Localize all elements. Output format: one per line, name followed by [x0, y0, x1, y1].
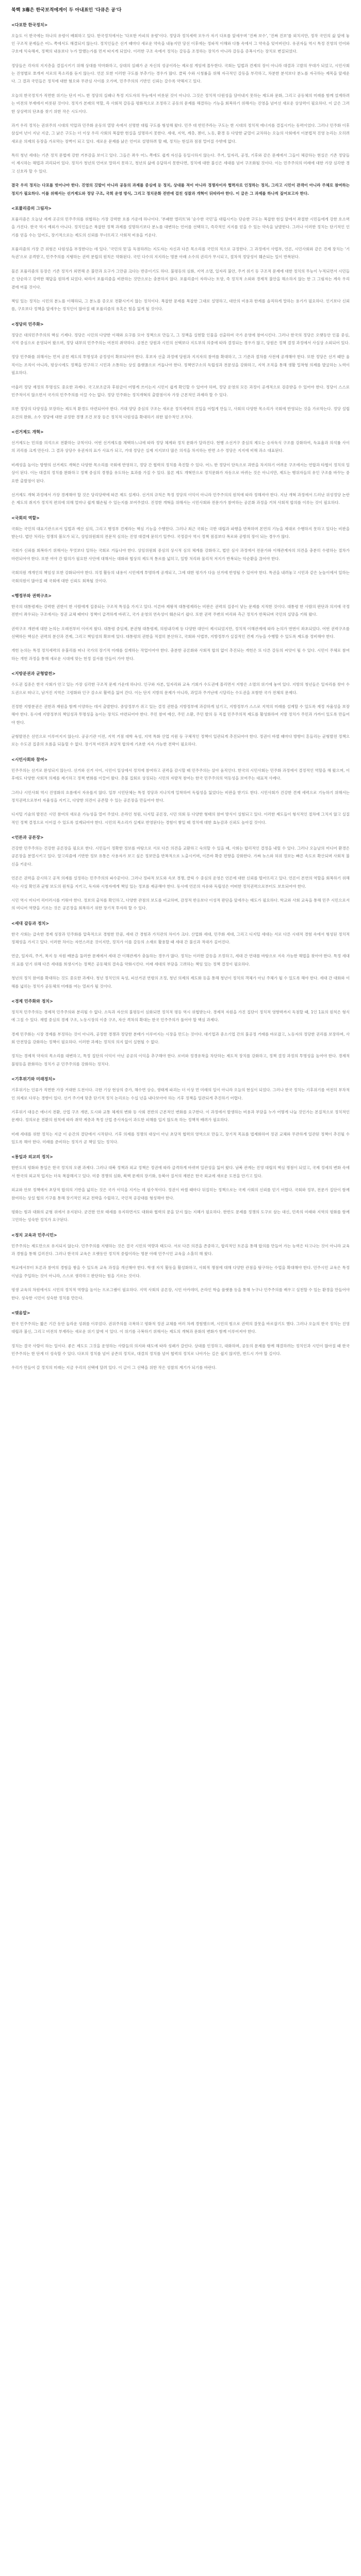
body-paragraph: 또한 정당의 다양성을 보장하는 제도적 환경도 마련되어야 한다. 거대 양당 중심의 구조는 새로운 정치세력의 진입을 어렵게 만들고, 사회의 다양한 목소리가 국회에 반영되는 것을 가로막는다. 정당 설립 요건의 완화, 소수 정당에 대한 공정한 경쟁 조건 보장 등은 정치적 다원성을 확대하기 위한 필수적인 조치다. — [11, 406, 350, 419]
body-paragraph: 책임 있는 정치는 시민의 분노를 이해하되, 그 분노를 증오로 전환시키지 않는 정치이다. 복잡한 문제를 복잡한 그대로 설명하고, 대안의 비용과 한계를 솔직하게 말하는 용기가 필요하다. 인기보다 신뢰를, 구호보다 정책을 앞세우는 정치인이 많아질 때 포퓰리즘의 유혹은 힘을 잃게 될 것이다. — [11, 298, 350, 312]
section-title: <맺음말> — [11, 1310, 30, 1315]
body-paragraph: 개헌 논의는 특정 정치세력의 유불리를 떠나 국가의 장기적 미래를 설계하는 작업이어야 한다. 충분한 공론화와 사회적 합의 없이 추진되는 개헌은 또 다른 갈등의 씨앗이 될 수 있다. 시민이 주체로 참여하는 개헌 과정을 통해 새로운 시대에 맞는 헌정 질서를 만들어 가야 한다. — [11, 648, 350, 661]
body-paragraph: 연금, 일자리, 주거, 복지 등 자원 배분을 둘러싼 문제에서 세대 간 이해관계가 충돌하는 경우가 많다. 정치는 이러한 갈등을 조정하고, 세대 간 연대를 바탕으로 지속 가능한 해법을 찾아야 한다. 특정 세대의 표를 얻기 위해 다른 세대를 희생시키는 정책은 공동체의 결속을 약화시킨다. 미래 세대의 부담을 고려하는 책임 있는 정책 결정이 필요하다. — [11, 954, 350, 967]
body-paragraph: 한국의 대통령제는 강력한 권한이 한 사람에게 집중되는 구조적 특징을 가지고 있다. 이른바 제왕적 대통령제라는 비판은 권력의 집중이 낳는 문제를 지적한 것이다. 대통령 한 사람의 판단과 의지에 국정 전반이 좌우되는 구조에서는 정권 교체 때마다 정책이 급격하게 바뀌고, 국가 운영의 연속성이 훼손되기 쉽다. 또한 권력 주변의 비리와 측근 정치가 반복되며 국민의 실망을 키워 왔다. — [11, 604, 350, 617]
section-title: <다포한 한국정치> — [11, 22, 48, 27]
section-title: <정치 교육과 민주시민> — [11, 1232, 57, 1238]
body-paragraph: 오늘의 한국정치가 직면한 위기는 단지 어느 한 정당의 실패나 특정 지도자의 무능에서 비롯된 것이 아니다. 그것은 정치적 다원성을 담아내지 못하는 제도와 문화, 그리고 공동체의 미래를 함께 설계하려는 비전의 부재에서 비롯된 것이다. 정치가 본래의 역할, 즉 사회적 갈등을 평화적으로 조정하고 공동의 문제를 해결하는 기능을 회복하기 위해서는 진영을 넘어선 새로운 상상력이 필요하다. 이 글은 그러한 상상력의 단초를 찾기 위한 작은 시도이다. — [11, 93, 350, 114]
body-paragraph: 한반도의 평화와 통일은 한국 정치의 오랜 과제다. 그러나 대북 정책과 외교 정책은 정권에 따라 급격하게 바뀌며 일관성을 잃어 왔다. 남북 관계는 진영 대립의 핵심 쟁점이 되었고, 국제 정세의 변화 속에서 한국의 외교적 입지는 더욱 복잡해지고 있다. 미중 경쟁의 심화, 북핵 문제의 장기화, 동북아 질서의 재편은 한국 외교에 새로운 도전을 안기고 있다. — [11, 1165, 350, 1178]
body-paragraph: 언론은 권력을 감시하고 공적 의제를 설정하는 민주주의의 파수꾼이다. 그러나 정파적 보도와 속보 경쟁, 클릭 수 중심의 운영은 언론에 대한 신뢰를 떨어뜨리고 있다. 언론이 본연의 역할을 회복하기 위해서는 사실 확인과 균형 보도의 원칙을 지키고, 독자와 시청자에게 책임 있는 정보를 제공해야 한다. 동시에 언론의 자유와 독립성은 어떠한 정치권력으로부터도 보호되어야 한다. — [11, 876, 350, 889]
section-title: <언론과 공론장> — [11, 835, 44, 840]
body-paragraph: 수도권 집중은 한국 사회가 안고 있는 가장 심각한 구조적 문제 가운데 하나다. 인구와 자본, 일자리와 교육 기회가 수도권에 몰리면서 지방은 소멸의 위기에 놓여 있다. 지방의 청년들은 일자리를 찾아 수도권으로 떠나고, 남겨진 지역은 고령화와 인구 감소로 활력을 잃어 간다. 이는 단지 지방의 문제가 아니라, 과밀과 주거난에 시달리는 수도권을 포함한 국가 전체의 문제다. — [11, 682, 350, 695]
body-paragraph: 민주주의는 선거로 완성되지 않는다. 선거와 선거 사이, 시민이 일상에서 정치에 참여하고 권력을 감시할 때 민주주의는 살아 움직인다. 한국의 시민사회는 민주화 과정에서 결정적인 역할을 해 왔으며, 이후에도 다양한 사회적 의제를 제기하고 정책 변화를 이끌어 왔다. 촛불 집회로 상징되는 시민의 자발적 참여는 한국 민주주의의 역동성을 보여주는 대표적 사례다. — [11, 768, 350, 781]
section-title: <국회의 역할> — [11, 515, 40, 520]
body-paragraph: 정치적 민주주의는 경제적 민주주의와 분리될 수 없다. 소득과 자산의 불평등이 심화되면 정치적 평등 역시 위협받는다. 경제적 자원을 가진 집단이 정치적 영향력까지 독점할 때, 1인 1표의 원칙은 형식에 그칠 수 있다. 재벌 중심의 경제 구조, 노동시장의 이중 구조, 자산 격차의 확대는 한국 민주주의가 풀어야 할 핵심 과제다. — [11, 1009, 350, 1023]
section-title: <시민사회와 참여> — [11, 757, 48, 762]
section-title: <포퓰리즘의 그림자> — [11, 206, 52, 211]
body-paragraph: 포퓰리즘은 오늘날 세계 곳곳의 민주주의를 위협하는 가장 강력한 흐름 가운데 하나이다. '부패한 엘리트'와 '순수한 국민'을 대립시키는 단순한 구도는 복잡한 현실 앞에서 좌절한 시민들에게 강한 호소력을 가진다. 한국 역시 예외가 아니다. 정치인들은 복잡한 정책 과제를 설명하기보다 분노를 대변하는 언어를 선택하고, 즉각적인 지지를 얻을 수 있는 약속을 남발한다. 그러나 이러한 정치는 단기적인 인기를 얻을 수는 있어도, 장기적으로는 제도의 신뢰를 무너뜨리고 사회적 비용을 키운다. — [11, 216, 350, 238]
body-paragraph: 국회의원 개개인의 책임성 또한 강화되어야 한다. 의정 활동의 내용이 시민에게 투명하게 공개되고, 그에 대한 평가가 다음 선거에 반영될 수 있어야 한다. 특권을 내려놓고 시민과 같은 눈높이에서 일하는 국회의원이 많아질 때 국회에 대한 신뢰도 회복될 것이다. — [11, 570, 350, 583]
body-paragraph: 물론 포퓰리즘의 등장은 기존 정치가 외면해 온 불만과 요구가 그만큼 크다는 반증이기도 하다. 불평등의 심화, 지역 소멸, 일자리 불안, 주거 위기 등 구조적 문제에 대한 정치의 무능이 누적되면서 시민들은 단순하고 강력한 해답을 원하게 되었다. 따라서 포퓰리즘을 비판하는 것만으로는 충분하지 않다. 포퓰리즘이 자라나는 토양, 즉 정치적 소외와 경제적 불안을 해소하지 않는 한 그 그림자는 계속 우리 곁에 머물 것이다. — [11, 268, 350, 290]
section-title: <세대 갈등과 정치> — [11, 921, 50, 926]
body-paragraph: 학교에서부터 토론과 참여의 경험을 쌓을 수 있도록 교육 과정을 개선해야 한다. 학생 자치 활동을 활성화하고, 사회적 쟁점에 대해 다양한 관점을 탐구하는 수업을 확대해야 한다. 민주시민 교육은 특정 이념을 주입하는 것이 아니라, 스스로 생각하고 판단하는 힘을 기르는 것이다. — [11, 1265, 350, 1278]
body-paragraph: 비례성을 높이는 방향의 선거제도 개혁은 다양한 목소리를 국회에 반영하고, 정당 간 협력의 정치를 촉진할 수 있다. 어느 한 정당이 단독으로 과반을 차지하기 어려운 구조에서는 연합과 타협이 정치의 일상이 된다. 이는 대결의 정치를 완화하고 정책 중심의 경쟁을 유도하는 효과를 가질 수 있다. 물론 제도 개혁만으로 정치문화가 자동으로 바뀌는 것은 아니지만, 제도는 행위자들의 유인 구조를 바꾸는 중요한 출발점이 된다. — [11, 462, 350, 483]
section-title: <선거제도 개혁> — [11, 430, 44, 435]
body-paragraph: 정당은 대의민주주의의 핵심 기제다. 정당은 시민의 다양한 이해와 요구를 모아 정책으로 만들고, 그 정책을 실현할 인물을 선출하여 국가 운영에 참여시킨다. 그러나 한국의 정당은 오랫동안 인물 중심, 지역 중심으로 운영되어 왔으며, 정당 내부의 민주주의는 여전히 취약하다. 공천은 당원과 시민의 선택보다 지도부의 의중에 따라 결정되는 경우가 많고, 당원은 정책 결정 과정에서 사실상 소외되어 있다. — [11, 332, 350, 346]
body-paragraph: 정당 민주화를 위해서는 먼저 공천 제도의 투명성과 공정성이 확보되어야 한다. 후보자 선출 과정에 당원과 지지자의 참여를 확대하고, 그 기준과 절차를 사전에 공개해야 한다. 또한 정당은 선거 때만 움직이는 조직이 아니라, 평상시에도 정책을 연구하고 시민과 소통하는 상설 플랫폼으로 거듭나야 한다. 정책연구소의 독립성과 전문성을 강화하고, 지역 조직을 통해 생활 밀착형 의제를 발굴하는 노력이 필요하다. — [11, 354, 350, 376]
section-title: <통일과 외교의 정치> — [11, 1155, 53, 1160]
body-paragraph: 오늘도 이 한국에는 하나의 유령이 배회하고 있다. 한국정치에서는 '다포한 카피의 유령'이다. 정당과 정치세력 모두가 자기 다포를 앞세우며 '진짜 보수', '진짜 진보'를 외치지만, 정작 국민의 삶 앞에 놓인 구조적 문제들은 어느 쪽에서도 해결되지 않는다. 정치인들은 선거 때마다 새로운 약속을 내놓지만 당선 이후에는 정파적 이해와 다툼 속에서 그 약속을 잊어버린다. 유권자들 역시 특정 진영의 언어와 구호에 익숙해져, 정책의 내용보다 누가 말했는가를 먼저 따지게 되었다. 이러한 구조 속에서 정치는 갈등을 조정하는 장치가 아니라 갈등을 증폭시키는 장치로 변질되었다. — [11, 33, 350, 54]
body-paragraph: 선거제도는 민의를 의석으로 전환하는 규칙이다. 어떤 선거제도를 채택하느냐에 따라 정당 체계와 정치 문화가 달라진다. 현행 소선거구 중심의 제도는 승자독식 구조를 강화하여, 득표율과 의석률 사이의 괴리를 크게 만든다. 그 결과 상당수 유권자의 표가 사표가 되고, 거대 정당은 실제 지지보다 많은 의석을 차지하는 반면 소수 정당은 지지에 비해 과소 대표된다. — [11, 440, 350, 453]
body-paragraph: 경제 민주화는 시장 경제를 부정하는 것이 아니라, 공정한 경쟁과 정당한 분배가 이루어지는 시장을 만드는 것이다. 대기업과 중소기업 간의 불공정 거래를 바로잡고, 노동자의 정당한 권리를 보장하며, 사회 안전망을 강화하는 정책이 필요하다. 이러한 과제는 정치의 의지 없이 실현될 수 없다. — [11, 1031, 350, 1045]
body-paragraph: 선거제도 개혁 과정에서 가장 경계해야 할 것은 당리당략에 따른 제도 설계다. 선거의 규칙은 특정 정당의 이익이 아니라 민주주의의 원칙에 따라 정해져야 한다. 지난 개혁 과정에서 드러난 위성정당 논란은 제도의 취지가 정치적 편의에 의해 얼마나 쉽게 훼손될 수 있는지를 보여주었다. 진정한 개혁을 위해서는 시민사회와 전문가가 참여하는 공론화 과정을 거쳐 사회적 합의를 이루는 것이 필요하다. — [11, 492, 350, 505]
body-paragraph: 평화는 힘과 대화의 균형 위에서 유지된다. 굳건한 안보 태세를 유지하면서도 대화와 협력의 문을 닫지 않는 지혜가 필요하다. 한반도 문제를 정쟁의 도구로 삼는 대신, 민족의 미래와 지역의 평화를 함께 고민하는 성숙한 정치가 요구된다. — [11, 1209, 350, 1223]
body-paragraph: 국회는 국민의 대표기관으로서 입법과 예산 심의, 그리고 행정부 견제라는 핵심 기능을 수행한다. 그러나 최근 국회는 극한 대립과 파행을 반복하며 본연의 기능을 제대로 수행하지 못하고 있다는 비판을 받는다. 법안 처리는 정쟁의 볼모가 되고, 상임위원회의 전문적 심의는 진영 대결에 묻히기 일쑤다. 국정감사 역시 정책 점검보다 폭로와 공방의 장이 되는 경우가 많다. — [11, 526, 350, 539]
body-paragraph: 기후위기 대응은 에너지 전환, 산업 구조 개편, 도시와 교통 체계의 변화 등 사회 전반의 근본적인 변화를 요구한다. 이 과정에서 발생하는 비용과 부담을 누가 어떻게 나눌 것인가는 본질적으로 정치적인 문제다. 정의로운 전환의 원칙에 따라 취약 계층과 특정 산업 종사자들이 과도한 피해를 입지 않도록 하는 정책적 배려가 필요하다. — [11, 1109, 350, 1123]
body-paragraph: 청년의 정치 참여를 확대하는 것도 중요한 과제다. 청년 정치인의 육성, 피선거권 연령의 조정, 청년 의제의 제도화 등을 통해 청년이 정치의 객체가 아닌 주체가 될 수 있도록 해야 한다. 세대 간 대화와 이해를 넓히는 정치가 공동체의 미래를 여는 열쇠가 될 것이다. — [11, 976, 350, 989]
body-sections — [11, 22, 350, 1372]
body-paragraph: 평생 교육의 차원에서도 시민의 정치적 역량을 높이는 프로그램이 필요하다. 지역 사회의 공론장, 시민 아카데미, 온라인 학습 플랫폼 등을 통해 누구나 민주주의를 배우고 실천할 수 있는 환경을 만들어야 한다. 성숙한 시민이 성숙한 정치를 만든다. — [11, 1287, 350, 1300]
body-paragraph: 한국 사회는 급속한 경제 성장과 민주화를 압축적으로 경험한 만큼, 세대 간 경험과 가치관의 차이가 크다. 산업화 세대, 민주화 세대, 그리고 디지털 세대는 서로 다른 시대적 경험 속에서 형성된 정치적 정체성을 가지고 있다. 이러한 차이는 자연스러운 것이지만, 정치가 이를 갈등의 소재로 활용할 때 세대 간 불신과 적대가 깊어진다. — [11, 931, 350, 945]
body-paragraph: 정치는 결국 사람이 하는 일이다. 좋은 제도도 그것을 운영하는 사람들의 의지와 태도에 따라 성패가 갈린다. 상대를 인정하고, 대화하며, 공동의 문제를 함께 해결하려는 정치인과 시민이 많아질 때 한국 민주주의는 한 단계 더 성숙할 수 있다. 다포의 정치를 넘어 공존의 정치로, 대결의 정치를 넘어 협력의 정치로 나아가는 길은 쉽지 않지만, 반드시 가야 할 길이다. — [11, 1343, 350, 1357]
body-paragraph: 외교와 안보 정책에서 초당적 합의의 기반을 넓히는 것은 국가 이익을 지키는 데 필수적이다. 정권이 바뀔 때마다 뒤집히는 정책으로는 국제 사회의 신뢰를 얻기 어렵다. 국회와 정부, 전문가 집단이 함께 참여하는 상설 협의 기구를 통해 장기적인 외교 전략을 수립하고, 국민적 공감대를 형성해야 한다. — [11, 1188, 350, 1200]
body-paragraph: 디지털 기술의 발전은 시민 참여의 새로운 가능성을 열어 주었다. 온라인 청원, 디지털 공론장, 시민 의회 등 다양한 형태의 참여 방식이 실험되고 있다. 이러한 제도들이 형식적인 절차에 그치지 않고 실질적인 정책 결정으로 이어질 수 있도록 설계되어야 한다. 시민의 목소리가 실제로 반영된다는 경험이 쌓일 때 정치에 대한 효능감과 신뢰도 높아질 것이다. — [11, 812, 350, 825]
body-paragraph: 기후위기는 인류가 직면한 가장 거대한 도전이다. 극한 기상 현상의 증가, 해수면 상승, 생태계 파괴는 더 이상 먼 미래의 일이 아니라 오늘의 현실이 되었다. 그러나 한국 정치는 기후위기를 여전히 부차적인 의제로 다루는 경향이 있다. 선거 주기에 맞춘 단기적 정치 논리로는 수십 년을 내다보아야 하는 기후 정책을 일관되게 추진하기 어렵다. — [11, 1088, 350, 1100]
section-title: <행정부와 권력구조> — [11, 593, 52, 598]
body-paragraph: 정치는 경제적 약자의 목소리를 대변하고, 특정 집단의 이익이 아닌 공공의 이익을 추구해야 한다. 로비와 정경유착을 차단하는 제도적 장치를 강화하고, 정책 결정 과정의 투명성을 높여야 한다. 경제적 불평등을 완화하는 정치가 곧 민주주의를 강화하는 정치다. — [11, 1054, 350, 1066]
section-title: <경제 민주화와 정치> — [11, 998, 53, 1004]
body-paragraph: 과거 우리 정치는 권위주의 시대의 억압과 민주화 운동의 열망 속에서 선명한 대립 구도를 형성해 왔다. 민주 대 반민주라는 구도는 한 시대의 정치적 에너지를 결집시키는 동력이었다. 그러나 민주화 이후 삼십여 년이 지난 지금, 그 낡은 구도는 더 이상 우리 사회의 복잡한 현실을 설명하지 못한다. 세대, 지역, 계층, 젠더, 노동, 환경 등 다양한 균열이 교차하는 오늘의 사회에서 이분법적 진영 논리는 오히려 새로운 의제의 등장을 가로막는 장벽이 되고 있다. 새로운 문제를 낡은 언어로 설명하려 할 때, 정치는 현실과 점점 멀어질 수밖에 없다. — [11, 123, 350, 144]
body-paragraph: 건강한 민주주의는 건강한 공론장을 필요로 한다. 시민들이 정확한 정보를 바탕으로 서로 다른 의견을 교환하고 숙의할 수 있을 때, 사회는 합리적인 결정을 내릴 수 있다. 그러나 오늘날의 미디어 환경은 공론장을 분열시키고 있다. 알고리즘에 기반한 정보 유통은 사용자가 보고 싶은 정보만을 반복적으로 노출시키며, 이른바 확증 편향을 강화한다. 가짜 뉴스와 허위 정보는 빠른 속도로 확산되며 사회적 불신을 키운다. — [11, 846, 350, 867]
body-paragraph: 한국 민주주의는 짧은 기간 동안 놀라운 성취를 이루었다. 권위주의를 극복하고 평화적 정권 교체를 여러 차례 경험했으며, 시민의 힘으로 권력의 잘못을 바로잡기도 했다. 그러나 오늘의 한국 정치는 진영 대립과 불신, 그리고 비전의 부재라는 새로운 위기 앞에 서 있다. 이 위기를 극복하기 위해서는 제도의 개혁과 문화의 변화가 함께 이루어져야 한다. — [11, 1321, 350, 1334]
body-paragraph: 우리가 만들어 갈 정치의 미래는 지금 우리의 선택에 달려 있다. 이 글이 그 선택을 위한 작은 성찰의 계기가 되기를 바란다. — [11, 1365, 217, 1370]
body-paragraph: 포퓰리즘의 가장 큰 위험은 다원성을 부정한다는 데 있다. '국민의 뜻'을 독점하려는 지도자는 자신과 다른 목소리를 국민의 적으로 규정한다. 그 과정에서 사법부, 언론, 시민사회와 같은 견제 장치는 '기득권'으로 공격받고, 민주주의를 지탱하는 권력 분립의 원칙은 약화된다. 국민 다수의 지지라는 명분 아래 소수의 권리가 무시되고, 절차적 정당성이 훼손되는 일이 반복된다. — [11, 247, 350, 260]
body-paragraph: 정당들은 각자의 지지층을 결집시키기 위해 상대를 악마화하고, 상대의 실패가 곧 자신의 성공이라는 제로섬 게임에 몰두한다. 국회는 입법과 견제의 장이 아니라 대결과 고발의 무대가 되었고, 시민사회는 진영별로 쪼개져 서로의 목소리를 듣지 않는다. 언론 또한 이러한 구도를 부추기는 경우가 많다. 클릭 수와 시청률을 위해 자극적인 갈등을 부각하고, 차분한 분석보다 분노를 자극하는 제목을 앞세운다. 그 결과 국민들은 정치에 대한 혐오와 무관심 사이를 오가며, 민주주의의 기반인 신뢰는 갈수록 약해지고 있다. — [11, 63, 350, 84]
body-paragraph: 그러나 시민사회 역시 진영화의 흐름에서 자유롭지 않다. 일부 시민단체는 특정 정당과 지나치게 밀착하여 독립성을 잃었다는 비판을 받기도 한다. 시민사회가 건강한 견제 세력으로 기능하기 위해서는 정치권력으로부터 자율성을 지키고, 다양한 의견이 공존할 수 있는 공론장을 만들어야 한다. — [11, 790, 350, 803]
body-paragraph: 미래 세대를 위한 정치는 지금 이 순간의 결단에서 시작된다. 기후 의제를 정쟁의 대상이 아닌 초당적 협력의 영역으로 만들고, 장기적 목표를 법제화하여 정권 교체와 무관하게 일관된 정책이 추진될 수 있도록 해야 한다. 미래를 준비하는 정치가 곧 책임 있는 정치다. — [11, 1131, 350, 1145]
body-paragraph: 시민 역시 미디어 리터러시를 키워야 한다. 정보의 출처를 확인하고, 다양한 관점의 보도를 비교하며, 감정적 반응보다 이성적 판단을 앞세우는 태도가 필요하다. 학교와 사회 교육을 통해 민주 시민으로서의 미디어 역량을 기르는 것은 공론장을 회복하기 위한 장기적 투자라 할 수 있다. — [11, 897, 350, 911]
body-paragraph: 균형발전은 선언으로 이루어지지 않는다. 공공기관 이전, 지역 거점 대학 육성, 지역 특화 산업 지원 등 구체적인 정책이 일관되게 추진되어야 한다. 정권이 바뀔 때마다 방향이 흔들리는 균형발전 정책으로는 수도권 집중의 흐름을 되돌릴 수 없다. 장기적 비전과 초당적 합의에 기초한 지속 가능한 전략이 필요하다. — [11, 734, 350, 747]
body-paragraph: 진정한 지방분권은 권한과 재원을 함께 이양하는 데서 출발한다. 중앙정부가 쥐고 있는 결정 권한을 지방정부에 과감하게 넘기고, 지방정부가 스스로 지역의 미래를 설계할 수 있도록 재정 자율성을 보장해야 한다. 동시에 지방정부의 책임성과 투명성을 높이는 장치도 마련되어야 한다. 주민 참여 예산, 주민 소환, 주민 발의 등 직접 민주주의적 제도를 활성화하여 지방 정치가 주민과 가까이 있도록 만들어야 한다. — [11, 704, 350, 725]
body-paragraph: 국회가 신뢰를 회복하기 위해서는 무엇보다 일하는 국회로 거듭나야 한다. 상임위원회 중심의 상시적 심의 체계를 강화하고, 법안 심사 과정에서 전문가와 이해관계자의 의견을 충분히 수렴하는 절차가 마련되어야 한다. 또한 여야 간 합의가 필요한 사안에 대해서는 대화와 협상의 제도적 통로를 넓히고, 일방 처리와 물리적 저지가 반복되는 악순환을 끊어야 한다. — [11, 548, 350, 561]
body-paragraph: 권력구조 개편에 대한 논의는 오래전부터 이어져 왔다. 대통령 중임제, 분권형 대통령제, 의원내각제 등 다양한 대안이 제시되었지만, 정치적 이해관계에 따라 논의가 번번이 좌초되었다. 어떤 권력구조를 선택하든 핵심은 권력의 분산과 견제, 그리고 책임성의 확보에 있다. 대통령의 권한을 적절히 분산하고, 국회와 사법부, 지방정부가 실질적인 견제 기능을 수행할 수 있도록 제도를 정비해야 한다. — [11, 626, 350, 639]
body-paragraph: 민주주의는 제도만으로 유지되지 않는다. 민주주의를 지탱하는 것은 결국 시민의 역량과 태도다. 서로 다른 의견을 존중하고, 합리적인 토론을 통해 합의를 만들어 가는 능력은 타고나는 것이 아니라 교육과 경험을 통해 길러진다. 그러나 한국의 교육은 오랫동안 정치적 중립이라는 명분 아래 민주시민 교육을 소홀히 해 왔다. — [11, 1243, 350, 1257]
body-paragraph: 아울러 정당 재정의 투명성도 중요한 과제다. 국고보조금과 후원금이 어떻게 쓰이는지 시민이 쉽게 확인할 수 있어야 하며, 정당 운영의 모든 과정이 공개적으로 검증받을 수 있어야 한다. 정당이 스스로 민주적이지 않으면서 국가의 민주주의를 이끌 수는 없다. 정당 민주화는 정치개혁의 출발점이자 가장 근본적인 과제라 할 수 있다. — [11, 384, 350, 397]
body-paragraph: 특히 청년 세대는 기존 정치 문법에 강한 거부감을 보이고 있다. 그들은 좌우 어느 쪽에도 쉽게 자신을 동일시하지 않는다. 주거, 일자리, 공정, 기후와 같은 문제에서 그들이 체감하는 현실은 기존 정당들이 제시하는 해법과 괴리되어 있다. 정치가 청년의 언어로 말하지 못하고, 청년의 삶에 응답하지 못한다면, 정치에 대한 불신은 세대를 넘어 구조화될 것이다. 이는 민주주의의 미래에 대한 가장 심각한 경고 신호라 할 수 있다. — [11, 153, 350, 174]
section-title: <지방분권과 균형발전> — [11, 671, 56, 676]
headline: 북핵 3毒은 한국보적에게이 두 아내표인 '다큐은 공'다 — [11, 8, 122, 13]
section-title: <기후위기와 미래정치> — [11, 1077, 56, 1082]
body-paragraph: 결국 우리 정치는 다포를 벗어나야 한다. 진영의 깃발이 아니라 공동의 과제를 중심에 둔 정치, 상대를 적이 아니라 경쟁자이자 협력자로 인정하는 정치, 그리고 시민이 관객이 아니라 주체로 참여하는 정치가 필요하다. 이를 위해서는 선거제도와 정당 구조, 국회 운영 방식, 그리고 정치문화 전반에 걸친 성찰과 개혁이 뒤따라야 한다. 이 글은 그 과제를 하나씩 짚어보고자 한다. — [11, 183, 350, 196]
section-title: <정당의 민주화> — [11, 321, 44, 327]
